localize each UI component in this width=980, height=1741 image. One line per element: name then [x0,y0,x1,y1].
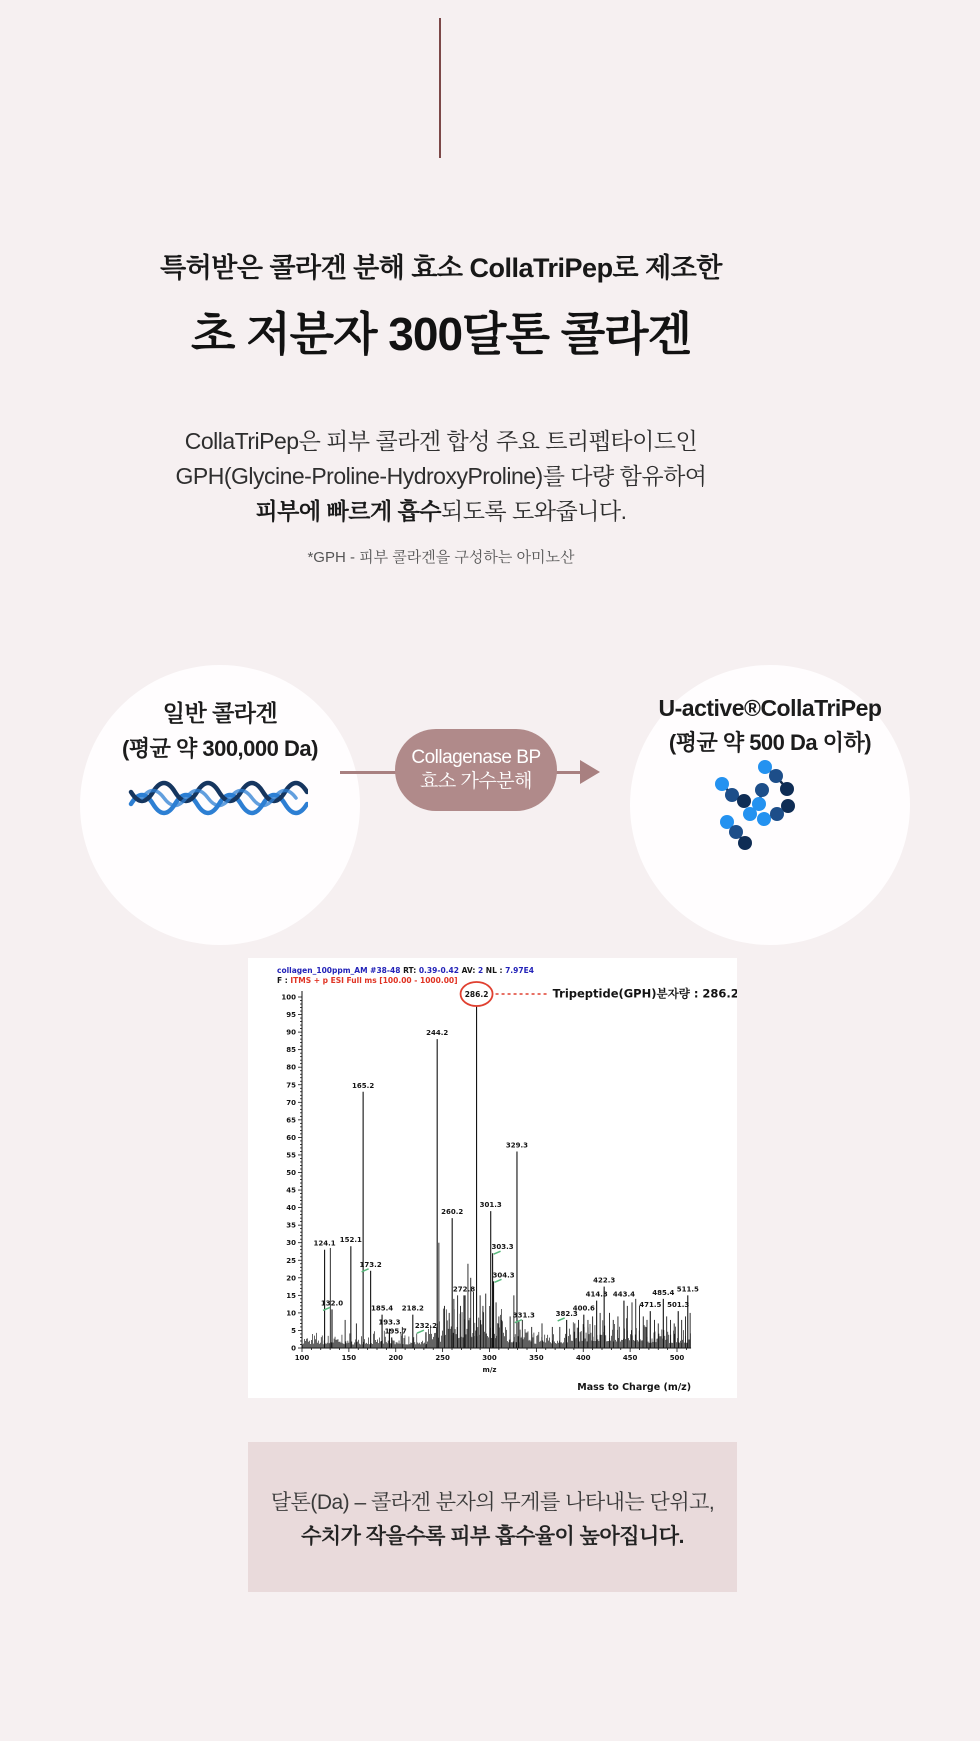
collatripep-circle [630,665,910,945]
svg-text:260.2: 260.2 [441,1208,464,1217]
svg-text:200: 200 [388,1354,404,1362]
gph-footnote: *GPH - 피부 콜라겐을 구성하는 아미노산 [307,549,575,566]
svg-text:15: 15 [286,1291,296,1300]
svg-text:25: 25 [286,1256,296,1265]
enzyme-pill-line-1: Collagenase BP [411,747,541,768]
svg-text:70: 70 [286,1098,296,1107]
enzyme-pill [395,729,557,811]
svg-text:286.2: 286.2 [464,990,489,999]
svg-text:55: 55 [286,1151,296,1160]
svg-text:301.3: 301.3 [479,1201,502,1210]
collagen-helix-illustration [128,780,308,816]
svg-text:193.3: 193.3 [378,1318,401,1327]
page-title: 초 저분자 300달톤 콜라겐 [190,308,691,360]
svg-text:400: 400 [575,1354,591,1362]
normal-collagen-circle [80,665,360,945]
svg-text:10: 10 [286,1309,296,1318]
svg-text:40: 40 [286,1204,296,1213]
svg-text:85: 85 [286,1046,296,1055]
svg-text:20: 20 [286,1274,296,1283]
dalton-note-box [248,1442,737,1592]
svg-text:F : ITMS + p ESI Full ms [100.: F : ITMS + p ESI Full ms [100.00 - 1000.00] [277,976,458,985]
intro-line-2: GPH(Glycine-Proline-HydroxyProline)를 다량 함유하여 [175,463,707,489]
svg-text:60: 60 [286,1133,296,1142]
svg-text:350: 350 [529,1354,544,1362]
svg-text:422.3: 422.3 [593,1276,616,1285]
mass-spectrum-svg [248,958,737,1398]
enzyme-pill-line-2: 효소 가수분해 [420,771,532,792]
intro-line-1: CollaTriPep은 피부 콜라겐 합성 주요 트리펩타이드인 [184,428,698,454]
svg-text:m/z: m/z [482,1366,497,1374]
svg-text:414.3: 414.3 [585,1290,608,1299]
svg-text:400.6: 400.6 [572,1304,595,1313]
svg-text:303.3: 303.3 [491,1243,514,1252]
svg-text:5: 5 [291,1326,296,1335]
svg-text:443.4: 443.4 [612,1290,636,1299]
svg-text:165.2: 165.2 [352,1081,375,1090]
svg-text:45: 45 [286,1186,296,1195]
sub-headline: 특허받은 콜라겐 분해 효소 CollaTriPep로 제조한 [160,253,722,283]
svg-text:152.1: 152.1 [339,1236,362,1245]
svg-text:65: 65 [286,1116,296,1125]
svg-text:471.5: 471.5 [639,1301,662,1310]
intro-paragraph [0,424,882,529]
svg-text:500: 500 [669,1354,685,1362]
svg-text:100: 100 [294,1354,310,1362]
svg-text:511.5: 511.5 [676,1285,699,1294]
svg-text:195.7: 195.7 [384,1327,407,1336]
top-divider-line [439,18,441,158]
svg-text:50: 50 [286,1169,296,1177]
normal-collagen-title: 일반 콜라겐 [162,700,278,726]
svg-text:244.2: 244.2 [426,1029,449,1038]
svg-text:382.3: 382.3 [555,1309,578,1318]
svg-text:35: 35 [286,1221,296,1230]
svg-text:0: 0 [291,1344,296,1353]
svg-text:185.4: 185.4 [370,1304,394,1313]
svg-text:collagen_100ppm_AM #38-48 RT: collagen_100ppm_AM #38-48 RT: 0.39-0.42 AV: 2 NL : 7.97E4 [277,966,534,975]
collatripep-subtitle: (평균 약 500 Da 이하) [668,730,872,755]
svg-text:150: 150 [341,1354,357,1362]
svg-text:300: 300 [482,1354,497,1362]
spectrum-panel [248,958,737,1398]
dalton-note-line-1: 달톤(Da) – 콜라겐 분자의 무게를 나타내는 단위고, [270,1491,715,1514]
svg-text:485.4: 485.4 [652,1288,675,1297]
process-arrow-head [580,760,600,784]
svg-text:100: 100 [281,993,296,1002]
svg-text:80: 80 [286,1063,296,1072]
svg-text:218.2: 218.2 [401,1304,424,1313]
normal-collagen-subtitle: (평균 약 300,000 Da) [122,736,318,761]
svg-text:232.2: 232.2 [414,1322,438,1331]
svg-text:272.8: 272.8 [452,1285,476,1294]
svg-text:75: 75 [286,1081,296,1090]
svg-text:450: 450 [622,1354,638,1362]
collatripep-title: U-active®CollaTriPep [658,695,882,721]
svg-text:Mass to Charge (m/z): Mass to Charge (m/z) [577,1382,692,1393]
svg-text:304.3: 304.3 [492,1271,515,1280]
svg-text:329.3: 329.3 [505,1141,529,1150]
svg-text:132.0: 132.0 [320,1299,344,1308]
svg-text:331.3: 331.3 [512,1311,535,1320]
svg-text:124.1: 124.1 [313,1239,336,1248]
svg-text:250: 250 [435,1354,450,1362]
svg-text:90: 90 [286,1028,296,1037]
intro-line-3: 피부에 빠르게 흡수되도록 도와줍니다. [255,498,627,524]
molecule-dots-illustration [708,757,838,857]
svg-text:Tripeptide(GPH)분자량 : 286.2: Tripeptide(GPH)분자량 : 286.2 [552,986,737,1001]
svg-text:173.2: 173.2 [359,1260,382,1269]
dalton-note-line-2: 수치가 작을수록 피부 흡수율이 높아집니다. [301,1525,684,1548]
svg-text:95: 95 [286,1011,296,1020]
svg-text:501.3: 501.3 [667,1301,690,1310]
svg-text:30: 30 [286,1239,296,1248]
